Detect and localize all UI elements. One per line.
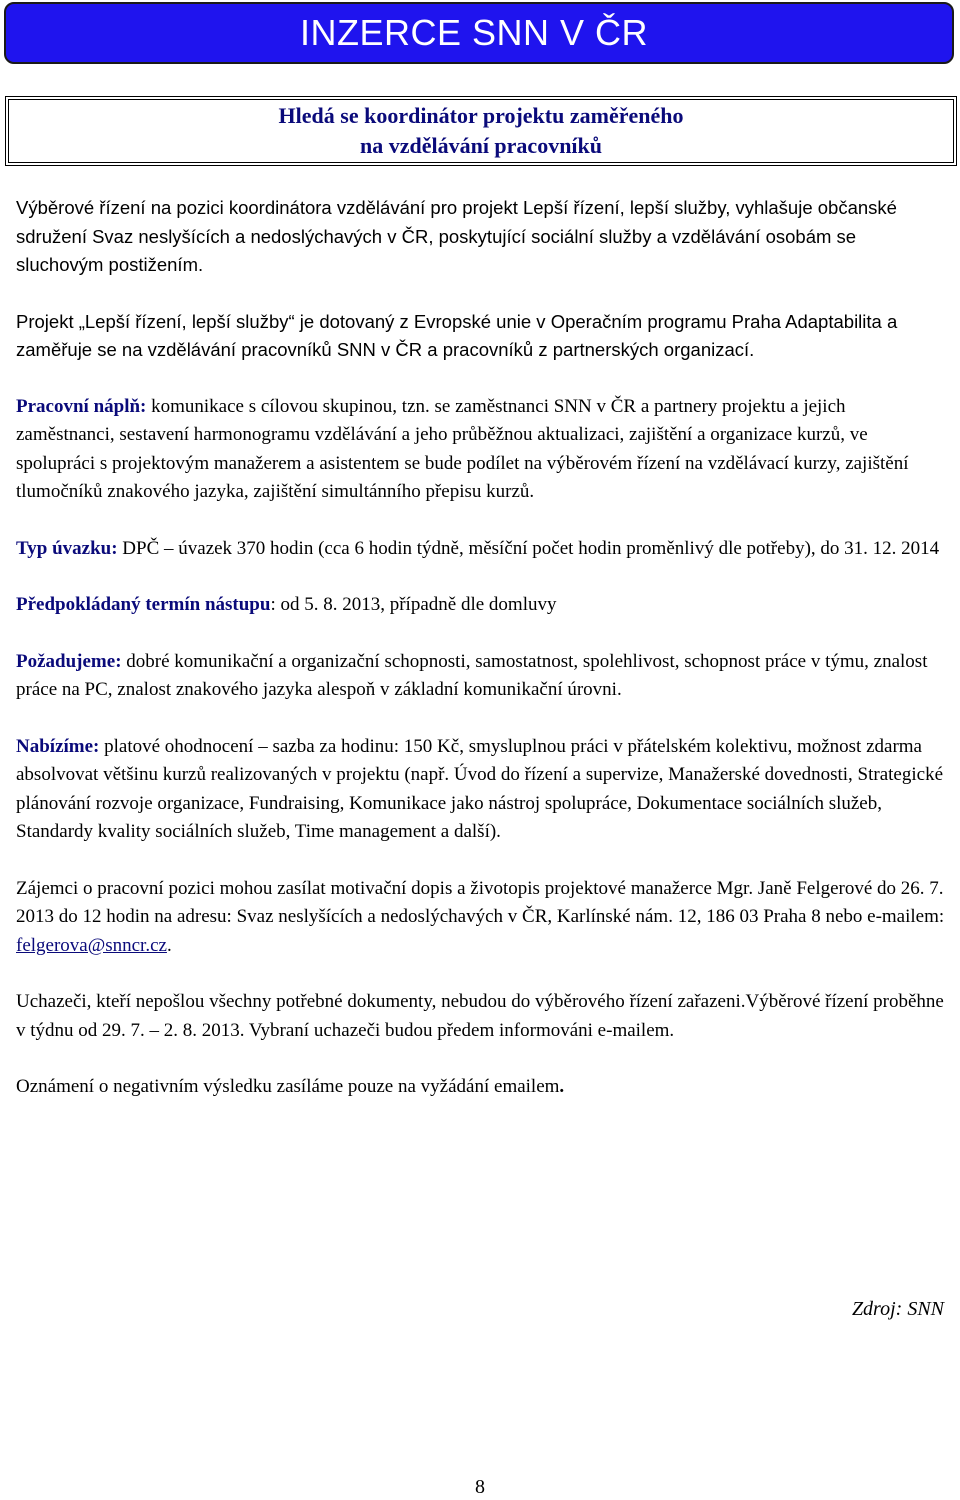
duties-label: Pracovní náplň: — [16, 395, 147, 417]
contract-label: Typ úvazku: — [16, 537, 118, 559]
offer-text: platové ohodnocení – sazba za hodinu: 150 Kč, smysluplnou práci v přátelském kolektivu, možnost zdarma absolvovat většinu kurzů realizovaných v projektu (např. Úvod do řízení a supervize, Manažerské dovednosti, Strategické plánování rozvoje organizace, Fundraising, Komunikace jako nástroj spolupráce, Dokumentace sociálních služeb, Standardy kvality sociálních služeb, Time management a další). — [16, 735, 944, 842]
requirements-paragraph — [16, 648, 946, 705]
job-title-line-1: Hledá se koordinátor projektu zaměřeného — [278, 103, 684, 128]
contract-text: DPČ – úvazek 370 hodin (cca 6 hodin týdně, měsíční počet hodin proměnlivý dle potřeby), do 31. 12. 2014 — [117, 537, 940, 559]
job-title-box — [5, 96, 957, 166]
start-text: : od 5. 8. 2013, případně dle domluvy — [270, 594, 557, 615]
contact-email-link[interactable]: felgerova@snncr.cz — [16, 934, 167, 956]
offer-paragraph — [16, 733, 946, 847]
negative-dot: . — [559, 1076, 565, 1097]
start-label: Předpokládaný termín nástupu — [16, 594, 271, 615]
intro-paragraph: Výběrové řízení na pozici koordinátora vzdělávání pro projekt Lepší řízení, lepší služby, vyhlašuje občanské sdružení Svaz neslyšících a nedoslýchavých v ČR, poskytující sociální služby a vzdělávání osobám se sluchovým postižením. — [16, 197, 897, 275]
contact-paragraph — [16, 875, 946, 961]
source-credit: Zdroj: SNN — [851, 1298, 944, 1320]
contact-after: . — [166, 934, 172, 956]
negative-text: Oznámení o negativním výsledku zasíláme pouze na vyžádání emailem — [16, 1076, 560, 1097]
job-title-line-2: na vzdělávání pracovníků — [359, 133, 603, 158]
negative-paragraph — [16, 1073, 946, 1102]
project-paragraph: Projekt „Lepší řízení, lepší služby“ je dotovaný z Evropské unie v Operačním programu Praha Adaptabilita a zaměřuje se na vzdělávání pracovníků SNN v ČR a pracovníků z partnerských organizací. — [16, 310, 898, 360]
start-paragraph — [16, 591, 946, 620]
page-number: 8 — [475, 1476, 485, 1498]
requirements-label: Požadujeme: — [16, 650, 122, 672]
contract-paragraph — [16, 535, 946, 564]
contact-text: Zájemci o pracovní pozici mohou zasílat motivační dopis a životopis projektové manažerce Mgr. Janě Felgerové do 26. 7. 2013 do 12 hodin na adresu: Svaz neslyšících a nedoslýchavých v ČR, Karlínské nám. 12, 186 03 Praha 8 nebo e-mailem: — [16, 877, 945, 927]
header-banner — [4, 2, 954, 64]
requirements-text: dobré komunikační a organizační schopnosti, samostatnost, spolehlivost, schopnost práce v týmu, znalost práce na PC, znalost znakového jazyka alespoň v základní komunikační úrovni. — [16, 650, 928, 700]
offer-label: Nabízíme: — [16, 735, 100, 757]
duties-paragraph — [16, 393, 946, 507]
banner-title: INZERCE SNN V ČR — [299, 12, 649, 53]
duties-text: komunikace s cílovou skupinou, tzn. se zaměstnanci SNN v ČR a partnery projektu a jejich zaměstnanci, sestavení harmonogramu vzdělávání a jeho průběžnou aktualizaci, zajištění a organizace kurzů, ve spolupráci s projektovým manažerem a asistentem se bude podílet na výběrovém řízení na vzdělávací kurzy, zajištění tlumočníků znakového jazyka, zajištění simultánního přepisu kurzů. — [16, 395, 909, 502]
article-body — [16, 194, 946, 1130]
notice-paragraph: Uchazeči, kteří nepošlou všechny potřebné dokumenty, nebudou do výběrového řízení zařazeni.Výběrové řízení proběhne v týdnu od 29. 7. – 2. 8. 2013. Vybraní uchazeči budou předem informováni e-mailem. — [16, 991, 944, 1041]
